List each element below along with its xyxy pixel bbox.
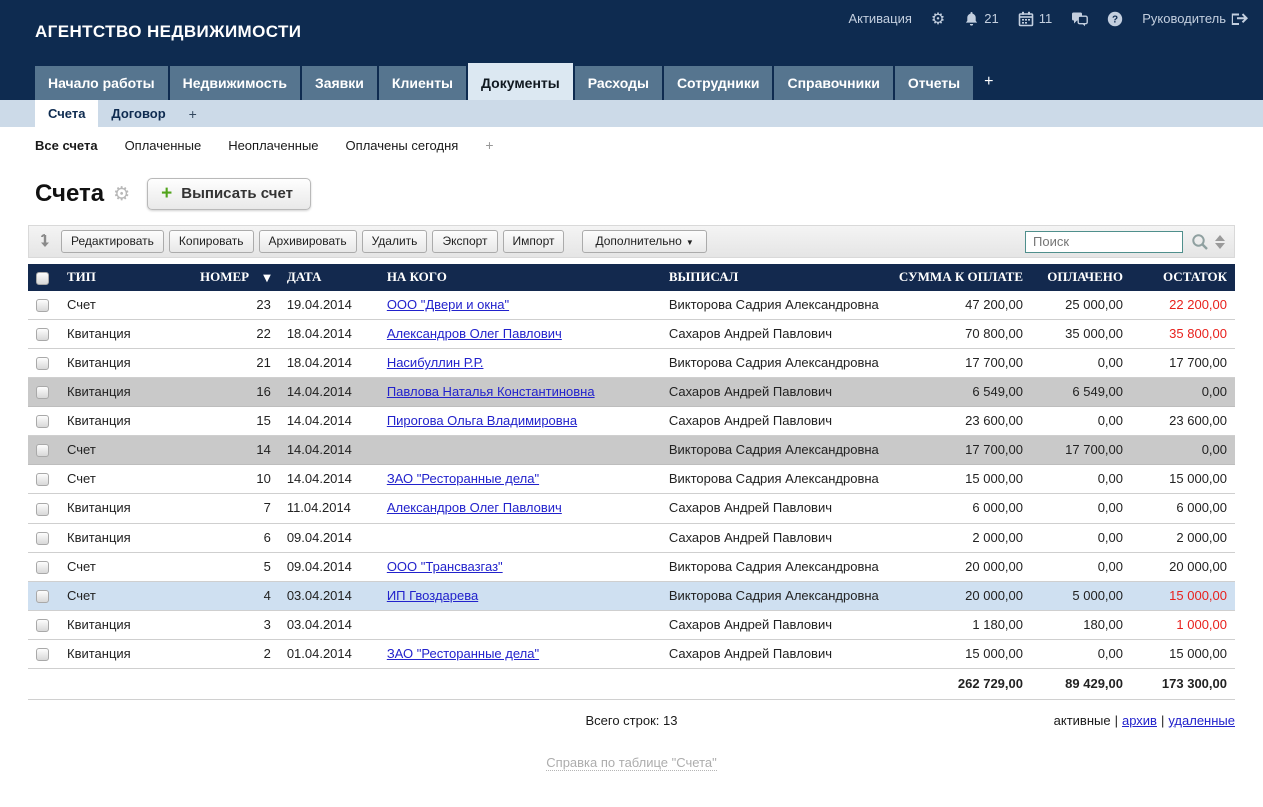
cell-number: 15 xyxy=(192,407,279,436)
tab-sotrudniki[interactable]: Сотрудники xyxy=(664,66,773,100)
row-checkbox[interactable] xyxy=(36,590,49,603)
search-icon[interactable] xyxy=(1191,233,1209,251)
cell-checkbox xyxy=(28,639,59,668)
cell-rest: 35 800,00 xyxy=(1131,320,1235,349)
payee-link[interactable]: Пирогова Ольга Владимировна xyxy=(386,413,578,429)
cell-rest: 17 700,00 xyxy=(1131,349,1235,378)
filter-bar xyxy=(0,127,1263,161)
table-footer xyxy=(28,700,1235,742)
column-paid[interactable]: ОПЛАЧЕНО xyxy=(1031,264,1131,291)
rows-total-value: 13 xyxy=(663,712,678,728)
cell-amount: 20 000,00 xyxy=(891,552,1031,581)
cell-date: 14.04.2014 xyxy=(279,465,379,494)
cell-checkbox xyxy=(28,552,59,581)
cell-checkbox xyxy=(28,407,59,436)
table-row[interactable] xyxy=(28,378,1235,407)
cell-checkbox xyxy=(28,349,59,378)
logout-icon xyxy=(1231,11,1249,27)
page-header xyxy=(0,161,1263,225)
cell-paid: 0,00 xyxy=(1031,494,1131,523)
gear-icon: ⚙ xyxy=(930,9,946,28)
cell-type: Квитанция xyxy=(59,320,192,349)
main-content xyxy=(0,225,1263,796)
column-type[interactable]: ТИП xyxy=(59,264,192,291)
cell-date: 14.04.2014 xyxy=(279,436,379,465)
filter-unpaid[interactable]: Неоплаченные xyxy=(228,137,319,153)
cell-paid: 0,00 xyxy=(1031,523,1131,552)
cell-type: Счет xyxy=(59,552,192,581)
tab-otchety[interactable]: Отчеты xyxy=(895,66,973,100)
cell-issuer: Сахаров Андрей Павлович xyxy=(661,407,891,436)
row-checkbox[interactable] xyxy=(36,619,49,632)
separator: | xyxy=(1114,712,1118,728)
cell-rest: 15 000,00 xyxy=(1131,581,1235,610)
cell-rest: 15 000,00 xyxy=(1131,465,1235,494)
cell-number: 3 xyxy=(192,610,279,639)
cell-payee xyxy=(379,320,661,349)
row-checkbox[interactable] xyxy=(36,561,49,574)
cell-checkbox xyxy=(28,581,59,610)
help-button[interactable] xyxy=(1107,11,1123,27)
cell-amount: 17 700,00 xyxy=(891,349,1031,378)
payee-link[interactable]: ЗАО "Ресторанные дела" xyxy=(386,471,540,487)
cell-checkbox xyxy=(28,523,59,552)
cell-amount: 20 000,00 xyxy=(891,581,1031,610)
cell-date: 03.04.2014 xyxy=(279,581,379,610)
column-rest[interactable]: ОСТАТОК xyxy=(1131,264,1235,291)
cell-issuer: Викторова Садрия Александровна xyxy=(661,291,891,320)
table-row[interactable] xyxy=(28,552,1235,581)
more-actions-label: Дополнительно xyxy=(595,234,682,248)
cell-rest: 6 000,00 xyxy=(1131,494,1235,523)
edit-button[interactable]: Редактировать xyxy=(61,230,164,253)
sort-order-control[interactable] xyxy=(1215,235,1225,249)
cell-paid: 0,00 xyxy=(1031,639,1131,668)
cell-type: Счет xyxy=(59,436,192,465)
cell-paid: 5 000,00 xyxy=(1031,581,1131,610)
row-checkbox[interactable] xyxy=(36,357,49,370)
cell-number: 7 xyxy=(192,494,279,523)
table-row[interactable] xyxy=(28,349,1235,378)
row-checkbox[interactable] xyxy=(36,328,49,341)
total-amount: 262 729,00 xyxy=(891,668,1031,699)
cell-issuer: Сахаров Андрей Павлович xyxy=(661,320,891,349)
tab-raskhody[interactable]: Расходы xyxy=(575,66,662,100)
select-all-checkbox[interactable] xyxy=(36,272,49,285)
cell-rest: 0,00 xyxy=(1131,378,1235,407)
add-subtab-button[interactable]: + xyxy=(188,105,197,122)
row-checkbox[interactable] xyxy=(36,415,49,428)
cell-amount: 17 700,00 xyxy=(891,436,1031,465)
cell-amount: 2 000,00 xyxy=(891,523,1031,552)
column-issuer[interactable]: ВЫПИСАЛ xyxy=(661,264,891,291)
cell-amount: 15 000,00 xyxy=(891,465,1031,494)
chat-icon xyxy=(1071,11,1088,27)
payee-link[interactable]: ООО "Двери и окна" xyxy=(386,297,510,313)
cell-type: Квитанция xyxy=(59,610,192,639)
cell-issuer: Викторова Садрия Александровна xyxy=(661,581,891,610)
payee-link[interactable]: ЗАО "Ресторанные дела" xyxy=(386,645,540,661)
tab-spravochniki[interactable]: Справочники xyxy=(774,66,892,100)
cell-payee xyxy=(379,552,661,581)
cell-checkbox xyxy=(28,436,59,465)
cell-amount: 23 600,00 xyxy=(891,407,1031,436)
cell-number: 22 xyxy=(192,320,279,349)
table-row[interactable] xyxy=(28,436,1235,465)
page-title: Счета xyxy=(35,180,105,207)
filter-all[interactable]: Все счета xyxy=(35,137,98,153)
cell-rest: 22 200,00 xyxy=(1131,291,1235,320)
row-checkbox[interactable] xyxy=(36,444,49,457)
payee-link[interactable]: Александров Олег Павлович xyxy=(386,500,562,516)
cell-number: 6 xyxy=(192,523,279,552)
user-menu[interactable] xyxy=(1142,11,1249,27)
view-links xyxy=(1054,713,1235,728)
cell-type: Счет xyxy=(59,581,192,610)
totals-row xyxy=(28,668,1235,699)
header-select-all[interactable] xyxy=(28,264,59,291)
table-help-link[interactable]: Справка по таблице "Счета" xyxy=(546,754,717,770)
filter-paid[interactable]: Оплаченные xyxy=(124,137,202,153)
table-row[interactable] xyxy=(28,523,1235,552)
cell-date: 14.04.2014 xyxy=(279,407,379,436)
subtab-scheta[interactable]: Счета xyxy=(35,100,98,127)
cell-date: 11.04.2014 xyxy=(279,494,379,523)
table-row[interactable] xyxy=(28,291,1235,320)
create-invoice-button[interactable] xyxy=(147,178,311,210)
calendar-icon xyxy=(1018,11,1034,27)
payee-link[interactable]: ООО "Трансвазгаз" xyxy=(386,558,503,574)
calendar-count: 11 xyxy=(1038,11,1053,26)
payee-link[interactable]: Насибуллин Р.Р. xyxy=(386,355,484,371)
cell-payee xyxy=(379,407,661,436)
cell-type: Счет xyxy=(59,291,192,320)
cell-amount: 47 200,00 xyxy=(891,291,1031,320)
more-actions-button[interactable] xyxy=(582,230,706,253)
cell-date: 03.04.2014 xyxy=(279,610,379,639)
cell-paid: 25 000,00 xyxy=(1031,291,1131,320)
notifications-button[interactable] xyxy=(964,11,998,27)
row-checkbox[interactable] xyxy=(36,299,49,312)
cell-rest: 2 000,00 xyxy=(1131,523,1235,552)
activation-label: Активация xyxy=(848,11,912,26)
cell-rest: 0,00 xyxy=(1131,436,1235,465)
cell-issuer: Сахаров Андрей Павлович xyxy=(661,639,891,668)
cell-issuer: Сахаров Андрей Павлович xyxy=(661,523,891,552)
cell-payee xyxy=(379,639,661,668)
import-button[interactable]: Импорт xyxy=(503,230,565,253)
tab-nachalo-raboty[interactable]: Начало работы xyxy=(35,66,168,100)
collapse-toolbar-icon[interactable] xyxy=(38,234,52,250)
main-nav xyxy=(35,63,1002,100)
cell-number: 16 xyxy=(192,378,279,407)
column-date[interactable]: ДАТА xyxy=(279,264,379,291)
cell-date: 18.04.2014 xyxy=(279,349,379,378)
table-row[interactable] xyxy=(28,494,1235,523)
question-icon xyxy=(1107,11,1123,27)
table-toolbar xyxy=(28,225,1235,258)
cell-number: 14 xyxy=(192,436,279,465)
cell-checkbox xyxy=(28,610,59,639)
cell-payee xyxy=(379,378,661,407)
cell-issuer: Викторова Садрия Александровна xyxy=(661,436,891,465)
copy-button[interactable]: Копировать xyxy=(169,230,254,253)
column-number[interactable] xyxy=(192,264,279,291)
total-paid: 89 429,00 xyxy=(1031,668,1131,699)
cell-paid: 0,00 xyxy=(1031,552,1131,581)
help-row xyxy=(28,754,1235,796)
cell-paid: 0,00 xyxy=(1031,407,1131,436)
sort-desc-icon: ▼ xyxy=(263,273,271,284)
sort-up-icon xyxy=(1215,235,1225,241)
messages-button[interactable] xyxy=(1071,11,1088,27)
cell-amount: 6 549,00 xyxy=(891,378,1031,407)
user-role-label: Руководитель xyxy=(1142,11,1226,26)
rows-total-label: Всего строк: xyxy=(585,712,660,728)
column-payee[interactable]: НА КОГО xyxy=(379,264,661,291)
cell-issuer: Викторова Садрия Александровна xyxy=(661,465,891,494)
tab-nedvizhimost[interactable]: Недвижимость xyxy=(170,66,300,100)
cell-checkbox xyxy=(28,291,59,320)
view-archive-link[interactable]: архив xyxy=(1121,712,1157,728)
document-subtabs xyxy=(0,100,1263,127)
tab-dokumenty[interactable]: Документы xyxy=(468,63,573,100)
subtab-dogovor[interactable]: Договор xyxy=(111,106,166,121)
row-checkbox[interactable] xyxy=(36,386,49,399)
view-deleted-link[interactable]: удаленные xyxy=(1168,712,1235,728)
cell-number: 4 xyxy=(192,581,279,610)
cell-date: 18.04.2014 xyxy=(279,320,379,349)
top-bar xyxy=(0,0,1263,100)
cell-type: Квитанция xyxy=(59,378,192,407)
cell-rest: 20 000,00 xyxy=(1131,552,1235,581)
cell-number: 2 xyxy=(192,639,279,668)
cell-type: Квитанция xyxy=(59,407,192,436)
cell-issuer: Викторова Садрия Александровна xyxy=(661,349,891,378)
cell-paid: 0,00 xyxy=(1031,465,1131,494)
cell-payee xyxy=(379,494,661,523)
cell-paid: 0,00 xyxy=(1031,349,1131,378)
create-invoice-label: Выписать счет xyxy=(181,185,293,202)
cell-issuer: Викторова Садрия Александровна xyxy=(661,552,891,581)
cell-paid: 6 549,00 xyxy=(1031,378,1131,407)
search-input[interactable] xyxy=(1025,231,1183,253)
cell-payee xyxy=(379,610,661,639)
add-tab-button[interactable]: + xyxy=(984,73,994,90)
delete-button[interactable]: Удалить xyxy=(362,230,428,253)
cell-amount: 15 000,00 xyxy=(891,639,1031,668)
bell-icon xyxy=(964,11,979,27)
table-header-row xyxy=(28,264,1235,291)
cell-payee xyxy=(379,349,661,378)
cell-checkbox xyxy=(28,320,59,349)
tab-zayavki[interactable]: Заявки xyxy=(302,66,377,100)
cell-number: 23 xyxy=(192,291,279,320)
cell-rest: 1 000,00 xyxy=(1131,610,1235,639)
cell-amount: 6 000,00 xyxy=(891,494,1031,523)
export-button[interactable]: Экспорт xyxy=(432,230,497,253)
total-rest: 173 300,00 xyxy=(1131,668,1235,699)
table-settings-gear-icon[interactable]: ⚙ xyxy=(113,183,131,205)
invoices-table xyxy=(28,264,1235,700)
view-active-label: активные xyxy=(1053,712,1111,728)
app-logo: АГЕНТСТВО НЕДВИЖИМОСТИ xyxy=(35,22,302,41)
cell-payee xyxy=(379,291,661,320)
cell-issuer: Сахаров Андрей Павлович xyxy=(661,610,891,639)
svg-text:?: ? xyxy=(1112,13,1119,25)
cell-payee xyxy=(379,581,661,610)
cell-type: Квитанция xyxy=(59,523,192,552)
row-checkbox[interactable] xyxy=(36,473,49,486)
cell-type: Квитанция xyxy=(59,639,192,668)
cell-date: 19.04.2014 xyxy=(279,291,379,320)
activation-link[interactable] xyxy=(848,11,911,26)
topbar-actions xyxy=(848,9,1249,28)
chevron-down-icon: ▼ xyxy=(685,238,694,247)
separator: | xyxy=(1160,712,1165,728)
cell-date: 09.04.2014 xyxy=(279,523,379,552)
row-checkbox[interactable] xyxy=(36,503,49,516)
row-checkbox[interactable] xyxy=(36,648,49,661)
cell-type: Квитанция xyxy=(59,349,192,378)
cell-payee xyxy=(379,436,661,465)
cell-paid: 35 000,00 xyxy=(1031,320,1131,349)
column-amount[interactable]: СУММА К ОПЛАТЕ xyxy=(891,264,1031,291)
table-row[interactable] xyxy=(28,610,1235,639)
cell-payee xyxy=(379,523,661,552)
table-row[interactable] xyxy=(28,465,1235,494)
cell-amount: 70 800,00 xyxy=(891,320,1031,349)
plus-icon: + xyxy=(161,182,173,204)
cell-checkbox xyxy=(28,465,59,494)
archive-button[interactable]: Архивировать xyxy=(259,230,357,253)
cell-rest: 23 600,00 xyxy=(1131,407,1235,436)
column-number-label: НОМЕР xyxy=(200,269,250,284)
sort-down-icon xyxy=(1215,243,1225,249)
settings-button[interactable] xyxy=(931,9,945,28)
table-row[interactable] xyxy=(28,320,1235,349)
cell-issuer: Сахаров Андрей Павлович xyxy=(661,494,891,523)
table-row[interactable] xyxy=(28,639,1235,668)
cell-rest: 15 000,00 xyxy=(1131,639,1235,668)
table-row[interactable] xyxy=(28,407,1235,436)
cell-paid: 180,00 xyxy=(1031,610,1131,639)
payee-link[interactable]: Александров Олег Павлович xyxy=(386,326,562,342)
row-checkbox[interactable] xyxy=(36,532,49,545)
calendar-button[interactable] xyxy=(1018,11,1053,27)
payee-link[interactable]: ИП Гвоздарева xyxy=(386,587,479,603)
table-row[interactable] xyxy=(28,581,1235,610)
cell-paid: 17 700,00 xyxy=(1031,436,1131,465)
cell-date: 01.04.2014 xyxy=(279,639,379,668)
invoice-table-body xyxy=(28,291,1235,668)
cell-amount: 1 180,00 xyxy=(891,610,1031,639)
tab-klienty[interactable]: Клиенты xyxy=(379,66,466,100)
notifications-count: 21 xyxy=(984,11,999,26)
cell-checkbox xyxy=(28,378,59,407)
cell-number: 5 xyxy=(192,552,279,581)
cell-checkbox xyxy=(28,494,59,523)
cell-issuer: Сахаров Андрей Павлович xyxy=(661,378,891,407)
cell-number: 21 xyxy=(192,349,279,378)
cell-type: Квитанция xyxy=(59,494,192,523)
add-filter-button[interactable]: + xyxy=(485,137,494,153)
payee-link[interactable]: Павлова Наталья Константиновна xyxy=(386,384,595,400)
cell-payee xyxy=(379,465,661,494)
filter-paid-today[interactable]: Оплачены сегодня xyxy=(345,137,459,153)
cell-date: 09.04.2014 xyxy=(279,552,379,581)
cell-number: 10 xyxy=(192,465,279,494)
cell-date: 14.04.2014 xyxy=(279,378,379,407)
cell-type: Счет xyxy=(59,465,192,494)
